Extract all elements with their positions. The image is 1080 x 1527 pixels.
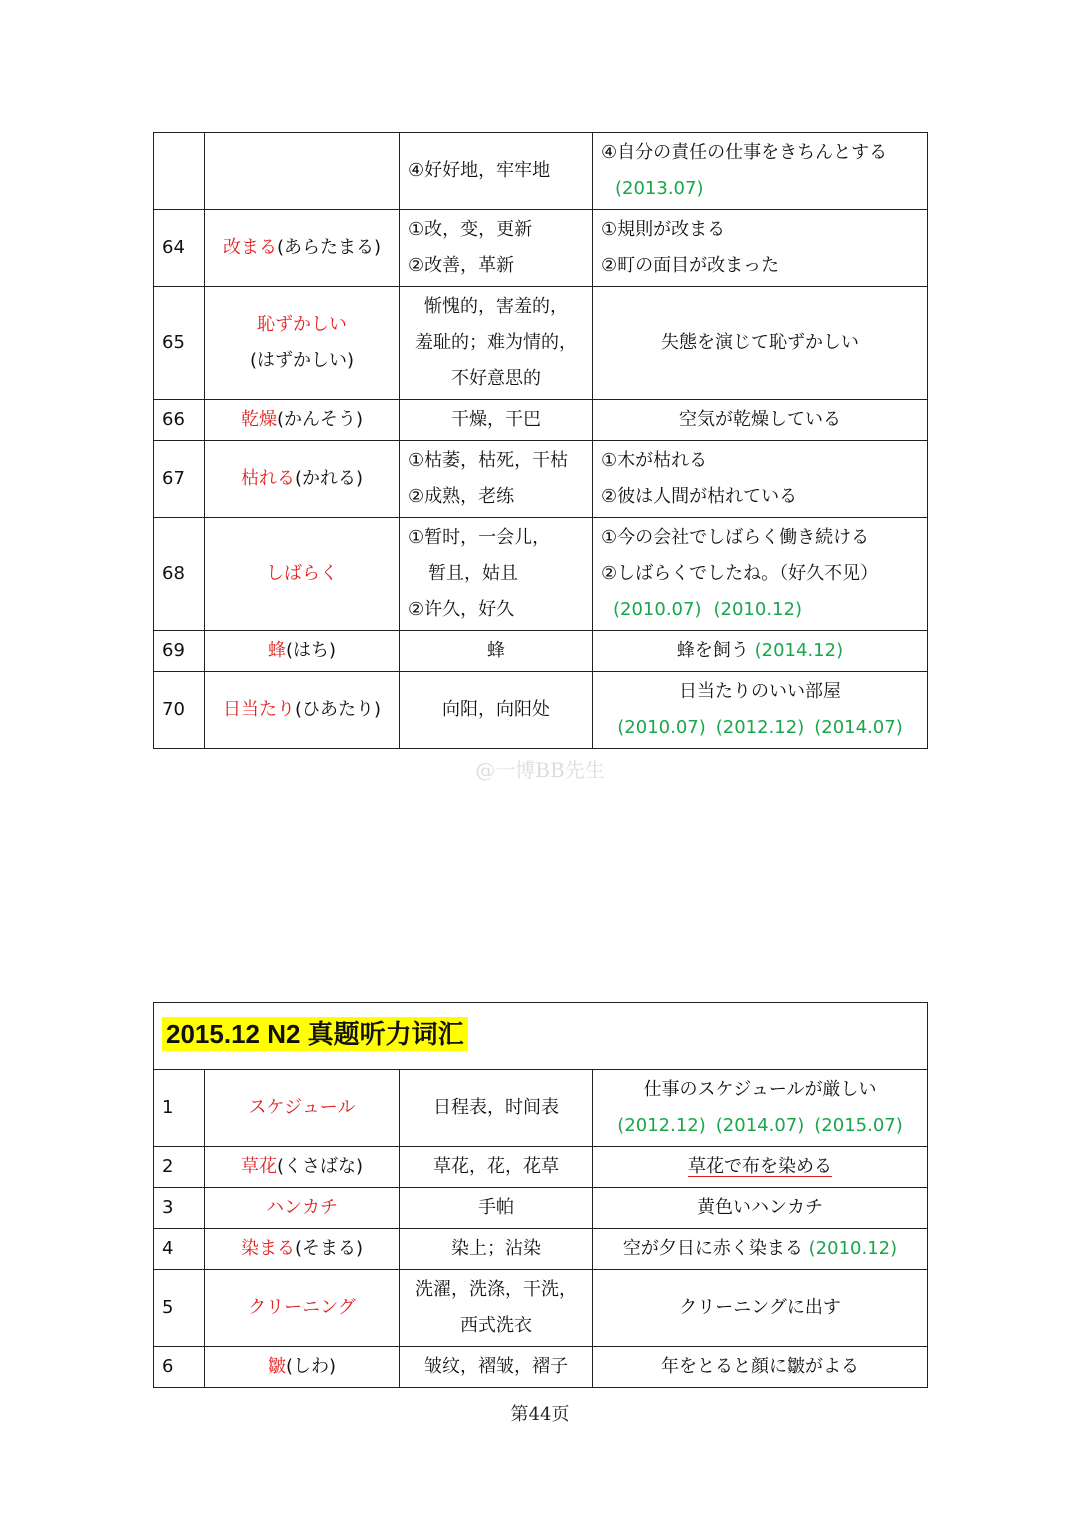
- exam-year: (2014.07): [814, 717, 903, 738]
- vocab-word: しばらく: [266, 563, 338, 584]
- meaning-cell: 染上；沾染: [400, 1229, 593, 1270]
- section-heading: 2015.12 N2 真题听力词汇: [162, 1017, 468, 1051]
- vocab-reading: (くさばな): [276, 1156, 364, 1177]
- vocab-reading: (はずかしい): [249, 350, 355, 371]
- row-number: 69: [154, 631, 205, 672]
- exam-year: (2014.12): [754, 640, 844, 661]
- example-cell: ①規則が改まる ②町の面目が改まった: [593, 210, 928, 287]
- table-row: [154, 210, 928, 287]
- word-cell: [205, 400, 400, 441]
- word-cell: [205, 672, 400, 749]
- example-cell: 空気が乾燥している: [593, 400, 928, 441]
- row-number: 4: [154, 1229, 205, 1270]
- row-number: 70: [154, 672, 205, 749]
- vocab-word: クリーニング: [248, 1297, 356, 1318]
- row-number: 2: [154, 1147, 205, 1188]
- page-number: 第44页: [510, 1404, 570, 1425]
- example-cell: ①今の会社でしばらく働き続ける ②しばらくでしたね。（好久不见） (2010.07) (2010.12): [593, 518, 928, 631]
- word-cell: [205, 1070, 400, 1147]
- watermark: @一博BB先生: [475, 758, 605, 782]
- meaning-cell: 向阳，向阳处: [400, 672, 593, 749]
- table-row: [154, 133, 928, 210]
- table-row: [154, 1229, 928, 1270]
- table-heading-row: [154, 1003, 928, 1070]
- row-number: 64: [154, 210, 205, 287]
- row-number: 6: [154, 1347, 205, 1388]
- vocab-word: 蜂: [267, 640, 286, 661]
- vocab-word: 改まる: [222, 237, 277, 258]
- example-cell: 黄色いハンカチ: [593, 1188, 928, 1229]
- table-row: [154, 672, 928, 749]
- vocab-word: 染まる: [240, 1238, 295, 1259]
- vocab-word: 皺: [267, 1356, 286, 1377]
- example-cell: ①木が枯れる ②彼は人間が枯れている: [593, 441, 928, 518]
- meaning-cell: ①枯萎，枯死，干枯 ②成熟，老练: [400, 441, 593, 518]
- row-number: 68: [154, 518, 205, 631]
- exam-year: (2012.12): [617, 1115, 706, 1136]
- meaning-cell: ①暂时，一会儿， 暂且，姑且 ②许久，好久: [400, 518, 593, 631]
- exam-year: (2010.12): [808, 1238, 898, 1259]
- word-cell: [205, 1270, 400, 1347]
- vocab-reading: (そまる): [294, 1238, 364, 1259]
- table-row: [154, 441, 928, 518]
- word-cell: [205, 287, 400, 400]
- word-cell: [205, 1188, 400, 1229]
- row-number: 5: [154, 1270, 205, 1347]
- vocab-reading: (あらたまる): [276, 237, 382, 258]
- row-number: 67: [154, 441, 205, 518]
- row-number: 66: [154, 400, 205, 441]
- example-cell: 蜂を飼う (2014.12): [593, 631, 928, 672]
- vocab-table-2: [153, 1002, 928, 1388]
- exam-year: (2010.07): [613, 599, 702, 620]
- vocab-reading: (かれる): [294, 468, 364, 489]
- example-cell: 年をとると顔に皺がよる: [593, 1347, 928, 1388]
- meaning-cell: ①改，变，更新 ②改善，革新: [400, 210, 593, 287]
- vocab-word: 恥ずかしい: [257, 314, 347, 335]
- table-row: [154, 1270, 928, 1347]
- row-number: 3: [154, 1188, 205, 1229]
- vocab-reading: (しわ): [285, 1356, 337, 1377]
- vocab-word: ハンカチ: [266, 1197, 338, 1218]
- vocab-reading: (はち): [285, 640, 337, 661]
- table-row: [154, 287, 928, 400]
- exam-year: (2012.12): [715, 717, 805, 738]
- word-cell: [205, 1147, 400, 1188]
- vocab-word: 枯れる: [240, 468, 295, 489]
- table-row: [154, 518, 928, 631]
- table-row: [154, 400, 928, 441]
- word-cell: [205, 1229, 400, 1270]
- exam-year: (2010.12): [713, 599, 802, 620]
- example-cell: 空が夕日に赤く染まる (2010.12): [593, 1229, 928, 1270]
- exam-year: (2014.07): [715, 1115, 805, 1136]
- row-number: [154, 133, 205, 210]
- vocab-word: 乾燥: [240, 409, 277, 430]
- exam-year: (2010.07): [617, 717, 706, 738]
- table-row: [154, 1188, 928, 1229]
- vocab-reading: (かんそう): [276, 409, 364, 430]
- vocab-reading: (ひあたり): [294, 699, 382, 720]
- row-number: 1: [154, 1070, 205, 1147]
- example-cell: ④自分の責任の仕事をきちんとする (2013.07): [593, 133, 928, 210]
- example-cell: クリーニングに出す: [593, 1270, 928, 1347]
- vocab-word: 日当たり: [222, 699, 295, 720]
- word-cell: [205, 631, 400, 672]
- word-cell: [205, 133, 400, 210]
- meaning-cell: 蜂: [400, 631, 593, 672]
- vocab-word: 草花: [240, 1156, 277, 1177]
- meaning-cell: 皱纹，褶皱，褶子: [400, 1347, 593, 1388]
- meaning-cell: 手帕: [400, 1188, 593, 1229]
- example-cell: 日当たりのいい部屋 (2010.07) (2012.12) (2014.07): [593, 672, 928, 749]
- meaning-cell: 洗濯，洗涤，干洗， 西式洗衣: [400, 1270, 593, 1347]
- table-row: [154, 1347, 928, 1388]
- meaning-cell: 日程表，时间表: [400, 1070, 593, 1147]
- exam-year: (2013.07): [615, 178, 704, 199]
- table-row: [154, 631, 928, 672]
- example-cell: 失態を演じて恥ずかしい: [593, 287, 928, 400]
- meaning-cell: 草花，花，花草: [400, 1147, 593, 1188]
- example-cell: 仕事のスケジュールが厳しい (2012.12) (2014.07) (2015.07): [593, 1070, 928, 1147]
- meaning-cell: 惭愧的，害羞的， 羞耻的；难为情的， 不好意思的: [400, 287, 593, 400]
- word-cell: [205, 1347, 400, 1388]
- section-heading-cell: [154, 1003, 928, 1070]
- vocab-word: スケジュール: [248, 1097, 356, 1118]
- exam-year: (2015.07): [814, 1115, 903, 1136]
- meaning-cell: ④好好地，牢牢地: [400, 133, 593, 210]
- example-cell: 草花で布を染める: [593, 1147, 928, 1188]
- table-row: [154, 1070, 928, 1147]
- word-cell: [205, 210, 400, 287]
- word-cell: [205, 518, 400, 631]
- row-number: 65: [154, 287, 205, 400]
- word-cell: [205, 441, 400, 518]
- table-row: [154, 1147, 928, 1188]
- meaning-cell: 干燥，干巴: [400, 400, 593, 441]
- vocab-table-1: [153, 132, 928, 749]
